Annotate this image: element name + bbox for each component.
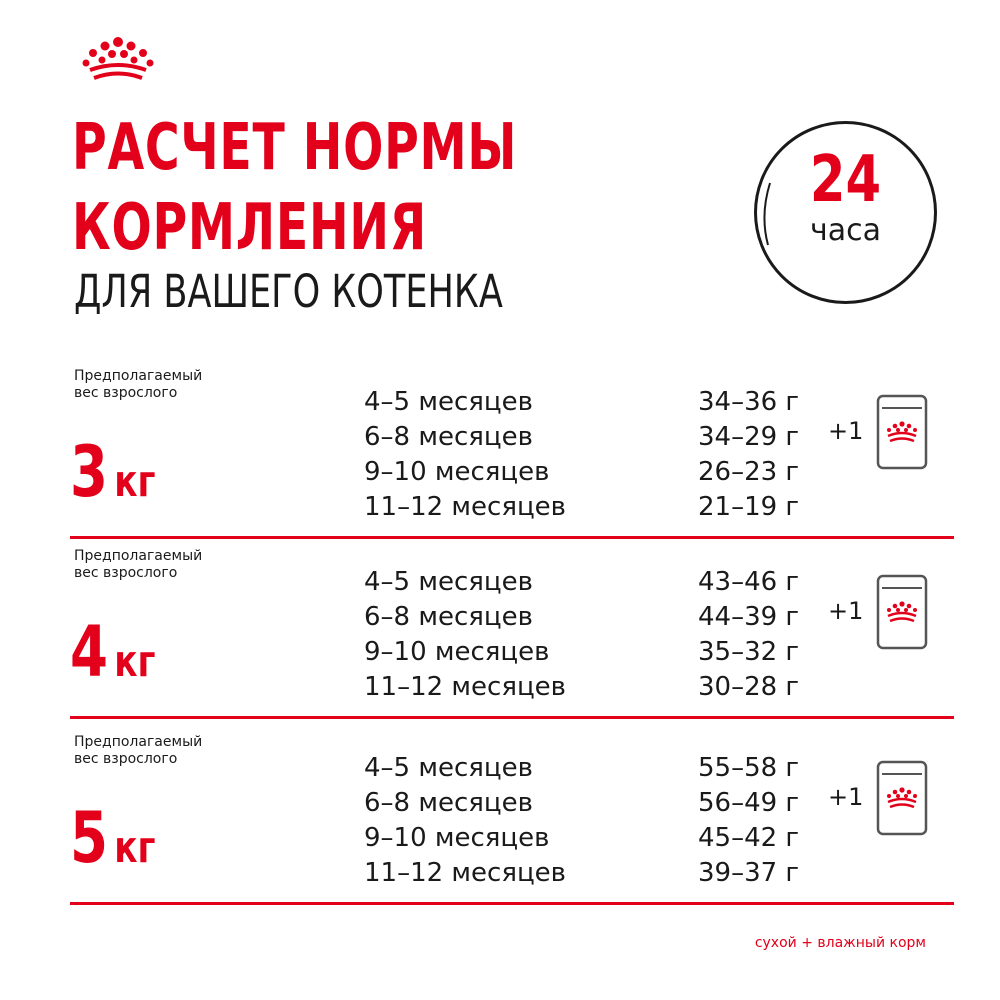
weight-unit: кг — [114, 456, 156, 507]
table-row — [0, 670, 1000, 705]
age-range: 4–5 месяцев — [364, 753, 533, 783]
age-range: 6–8 месяцев — [364, 788, 533, 818]
label-line-1: Предполагаемый — [74, 734, 203, 750]
age-range: 9–10 месяцев — [364, 823, 550, 853]
table-row — [0, 565, 1000, 600]
label-line-2: вес взрослого — [74, 565, 178, 581]
grams-amount: 21–19 г — [698, 492, 800, 522]
label-line-2: вес взрослого — [74, 385, 178, 401]
table-row — [0, 635, 1000, 670]
grams-amount: 34–36 г — [698, 387, 800, 417]
crown-icon — [80, 36, 156, 84]
wet-food-pouch-icon — [876, 574, 928, 650]
grams-amount: 44–39 г — [698, 602, 800, 632]
footnote: сухой + влажный корм — [754, 935, 926, 951]
table-row — [0, 751, 1000, 786]
table-row — [0, 821, 1000, 856]
age-range: 11–12 месяцев — [364, 672, 566, 702]
grams-amount: 45–42 г — [698, 823, 800, 853]
age-range: 11–12 месяцев — [364, 858, 566, 888]
weight-section-4kg — [0, 540, 1000, 720]
plus-one-label: +1 — [828, 783, 864, 811]
grams-amount: 26–23 г — [698, 457, 800, 487]
table-row — [0, 385, 1000, 420]
grams-amount: 43–46 г — [698, 567, 800, 597]
page-subtitle: ДЛЯ ВАШЕГО КОТЕНКА — [74, 265, 503, 318]
age-range: 6–8 месяцев — [364, 422, 533, 452]
weight-unit: кг — [114, 636, 156, 687]
page-title — [72, 108, 517, 268]
badge-unit: часа — [810, 213, 881, 248]
title-line-1: РАСЧЕТ НОРМЫ — [72, 111, 518, 185]
weight-value: 4 — [70, 611, 109, 693]
grams-amount: 55–58 г — [698, 753, 800, 783]
age-range: 11–12 месяцев — [364, 492, 566, 522]
weight-value: 3 — [70, 431, 109, 513]
grams-amount: 30–28 г — [698, 672, 800, 702]
badge-number: 24 — [809, 143, 882, 217]
section-divider — [70, 716, 954, 719]
age-range: 4–5 месяцев — [364, 387, 533, 417]
grams-amount: 34–29 г — [698, 422, 800, 452]
weight-unit: кг — [114, 822, 156, 873]
weight-section-5kg — [0, 726, 1000, 906]
wet-food-pouch-icon — [876, 760, 928, 836]
section-divider — [70, 902, 954, 905]
label-line-1: Предполагаемый — [74, 548, 203, 564]
table-row — [0, 455, 1000, 490]
section-divider — [70, 536, 954, 539]
title-line-2: КОРМЛЕНИЯ — [72, 191, 427, 265]
weight-value: 5 — [70, 797, 109, 879]
age-range: 6–8 месяцев — [364, 602, 533, 632]
label-line-1: Предполагаемый — [74, 368, 203, 384]
age-range: 4–5 месяцев — [364, 567, 533, 597]
grams-amount: 39–37 г — [698, 858, 800, 888]
table-row — [0, 856, 1000, 891]
grams-amount: 35–32 г — [698, 637, 800, 667]
label-line-2: вес взрослого — [74, 751, 178, 767]
age-range: 9–10 месяцев — [364, 457, 550, 487]
table-row — [0, 490, 1000, 525]
wet-food-pouch-icon — [876, 394, 928, 470]
plus-one-label: +1 — [828, 417, 864, 445]
age-range: 9–10 месяцев — [364, 637, 550, 667]
weight-section-3kg — [0, 360, 1000, 540]
grams-amount: 56–49 г — [698, 788, 800, 818]
plus-one-label: +1 — [828, 597, 864, 625]
